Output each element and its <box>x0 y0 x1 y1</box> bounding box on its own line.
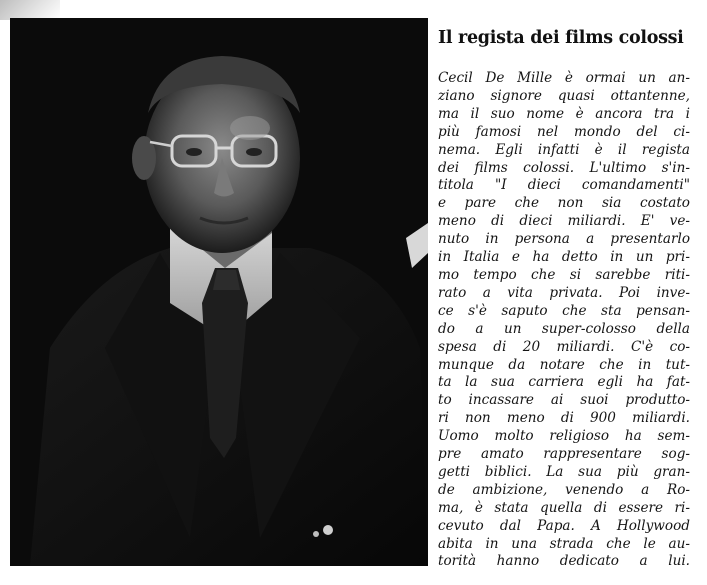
body-line: meno di dieci miliardi. E' ve- <box>438 213 690 230</box>
portrait-photo <box>10 18 428 566</box>
article-headline: Il regista dei films colossi <box>438 28 684 48</box>
body-line: spesa di 20 miliardi. C'è co- <box>438 338 690 355</box>
body-line: ce s'è saputo che sta pensan- <box>438 302 690 319</box>
body-line: ma, è stata quella di essere ri- <box>438 499 690 516</box>
body-line: cevuto dal Papa. A Hollywood <box>438 517 690 534</box>
body-line: pre amato rappresentare sog- <box>438 446 690 463</box>
body-line: torità hanno dedicato a lui. <box>438 553 690 570</box>
article-body <box>438 70 690 571</box>
body-line: ma il suo nome è ancora tra i <box>438 105 690 122</box>
portrait-illustration <box>10 18 428 566</box>
body-line: e pare che non sia costato <box>438 195 690 212</box>
body-line: nema. Egli infatti è il regista <box>438 141 690 158</box>
body-line: rato a vita privata. Poi inve- <box>438 284 690 301</box>
body-line: dei films colossi. L'ultimo s'in- <box>438 159 690 176</box>
body-line: getti biblici. La sua più gran- <box>438 463 690 480</box>
scan-edge-shadow <box>0 0 60 20</box>
body-line: abita in una strada che le au- <box>438 535 690 552</box>
body-line: ziano signore quasi ottantenne, <box>438 87 690 104</box>
body-line: ta la sua carriera egli ha fat- <box>438 374 690 391</box>
body-line: nuto in persona a presentarlo <box>438 231 690 248</box>
body-line: ri non meno di 900 miliardi. <box>438 410 690 427</box>
article <box>438 28 690 571</box>
body-line: in Italia e ha detto in un pri- <box>438 249 690 266</box>
body-line: to incassare ai suoi produtto- <box>438 392 690 409</box>
body-line: più famosi nel mondo del ci- <box>438 123 690 140</box>
body-line: mo tempo che si sarebbe riti- <box>438 266 690 283</box>
body-line: Cecil De Mille è ormai un an- <box>438 70 690 86</box>
body-line: munque da notare che in tut- <box>438 356 690 373</box>
body-line: do a un super-colosso della <box>438 320 690 337</box>
body-line: de ambizione, venendo a Ro- <box>438 481 690 498</box>
body-line: Uomo molto religioso ha sem- <box>438 428 690 445</box>
body-line: titola "I dieci comandamenti" <box>438 177 690 194</box>
